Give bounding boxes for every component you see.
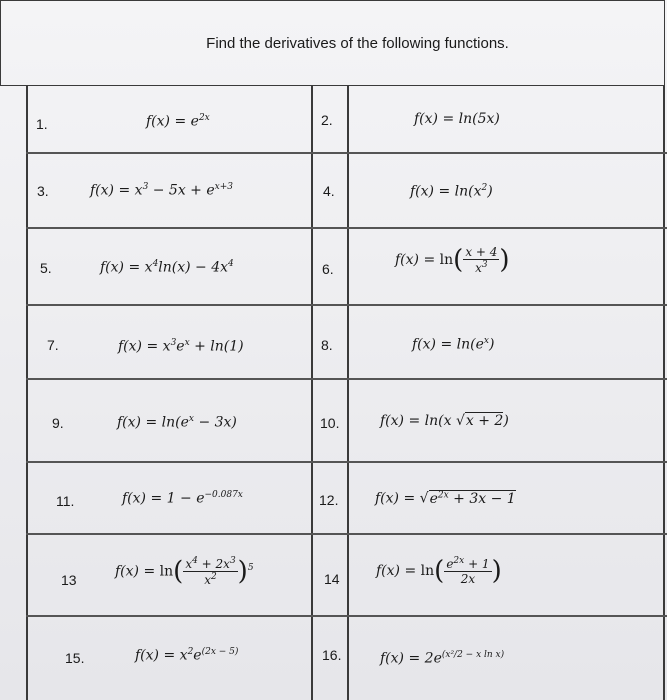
grid-line — [26, 615, 667, 617]
function-expression: f(x) = ln( $\frac{e^{2x} + 1}{2x}$ ) — [376, 556, 502, 586]
grid-line — [26, 86, 28, 700]
grid-line — [26, 378, 667, 380]
problem-number: 7. — [47, 337, 59, 353]
grid-line — [311, 86, 313, 700]
function-expression: $f(x) = √e^{2x} + 3x - 1$ — [375, 490, 516, 507]
worksheet-title: Find the derivatives of the following functions. — [206, 35, 509, 52]
grid-line — [26, 152, 667, 154]
problem-number: 12. — [319, 492, 339, 508]
function-expression: f(x) = ln(x √x + 2) — [380, 413, 509, 429]
function-expression: $f(x) = \ln(e^x)$ — [412, 336, 495, 353]
problem-number: 3. — [37, 183, 49, 199]
function-expression: f(x) = ln(5x) — [414, 111, 500, 127]
problem-number: 11. — [56, 493, 75, 509]
problem-number: 14 — [324, 571, 340, 587]
problem-number: 5. — [40, 260, 52, 276]
problem-number: 16. — [322, 647, 342, 663]
function-expression: f(x) = ln( $\frac{x + 4}{x^3}$ ) — [395, 245, 510, 275]
problem-number: 4. — [323, 183, 335, 199]
function-expression: $f(x) = x^2e^{(2x - 5)}$ — [135, 647, 239, 664]
function-expression: $f(x) = 1 - e^{-0.087x}$ — [122, 490, 243, 507]
problem-number: 15. — [65, 650, 85, 666]
function-expression: $f(x) = \ln(x^2)$ — [410, 183, 493, 200]
grid-line — [26, 227, 667, 229]
problem-number: 10. — [320, 415, 340, 431]
problem-number: 8. — [321, 337, 333, 353]
problem-number: 1. — [36, 116, 48, 132]
function-expression: $f(x) = x^3e^x + \ln(1)$ — [118, 338, 244, 355]
function-expression: $f(x) = x^4\ln(x) - 4x^4$ — [100, 259, 234, 276]
grid-line — [663, 86, 665, 700]
grid-line — [347, 86, 349, 700]
problem-number: 9. — [52, 415, 64, 431]
function-expression: $f(x) = 2e^{(x^2/2 - x ln x)}$ — [380, 650, 505, 667]
function-expression: $f(x) = \ln(e^x - 3x)$ — [117, 414, 237, 431]
problem-number: 13 — [61, 572, 77, 588]
problem-number: 2. — [321, 112, 333, 128]
function-expression: $f(x) = x^3 - 5x + e^{x+3}$ — [90, 182, 234, 199]
grid-line — [26, 461, 667, 463]
function-expression: f(x) = ln( $\frac{x^4 + 2x^3}{x^2}$ )$^5$ — [115, 556, 254, 587]
grid-line — [26, 533, 667, 535]
grid-line — [26, 304, 667, 306]
problem-number: 6. — [322, 261, 334, 277]
function-expression: $f(x) = e^{2x}$ — [146, 113, 210, 130]
